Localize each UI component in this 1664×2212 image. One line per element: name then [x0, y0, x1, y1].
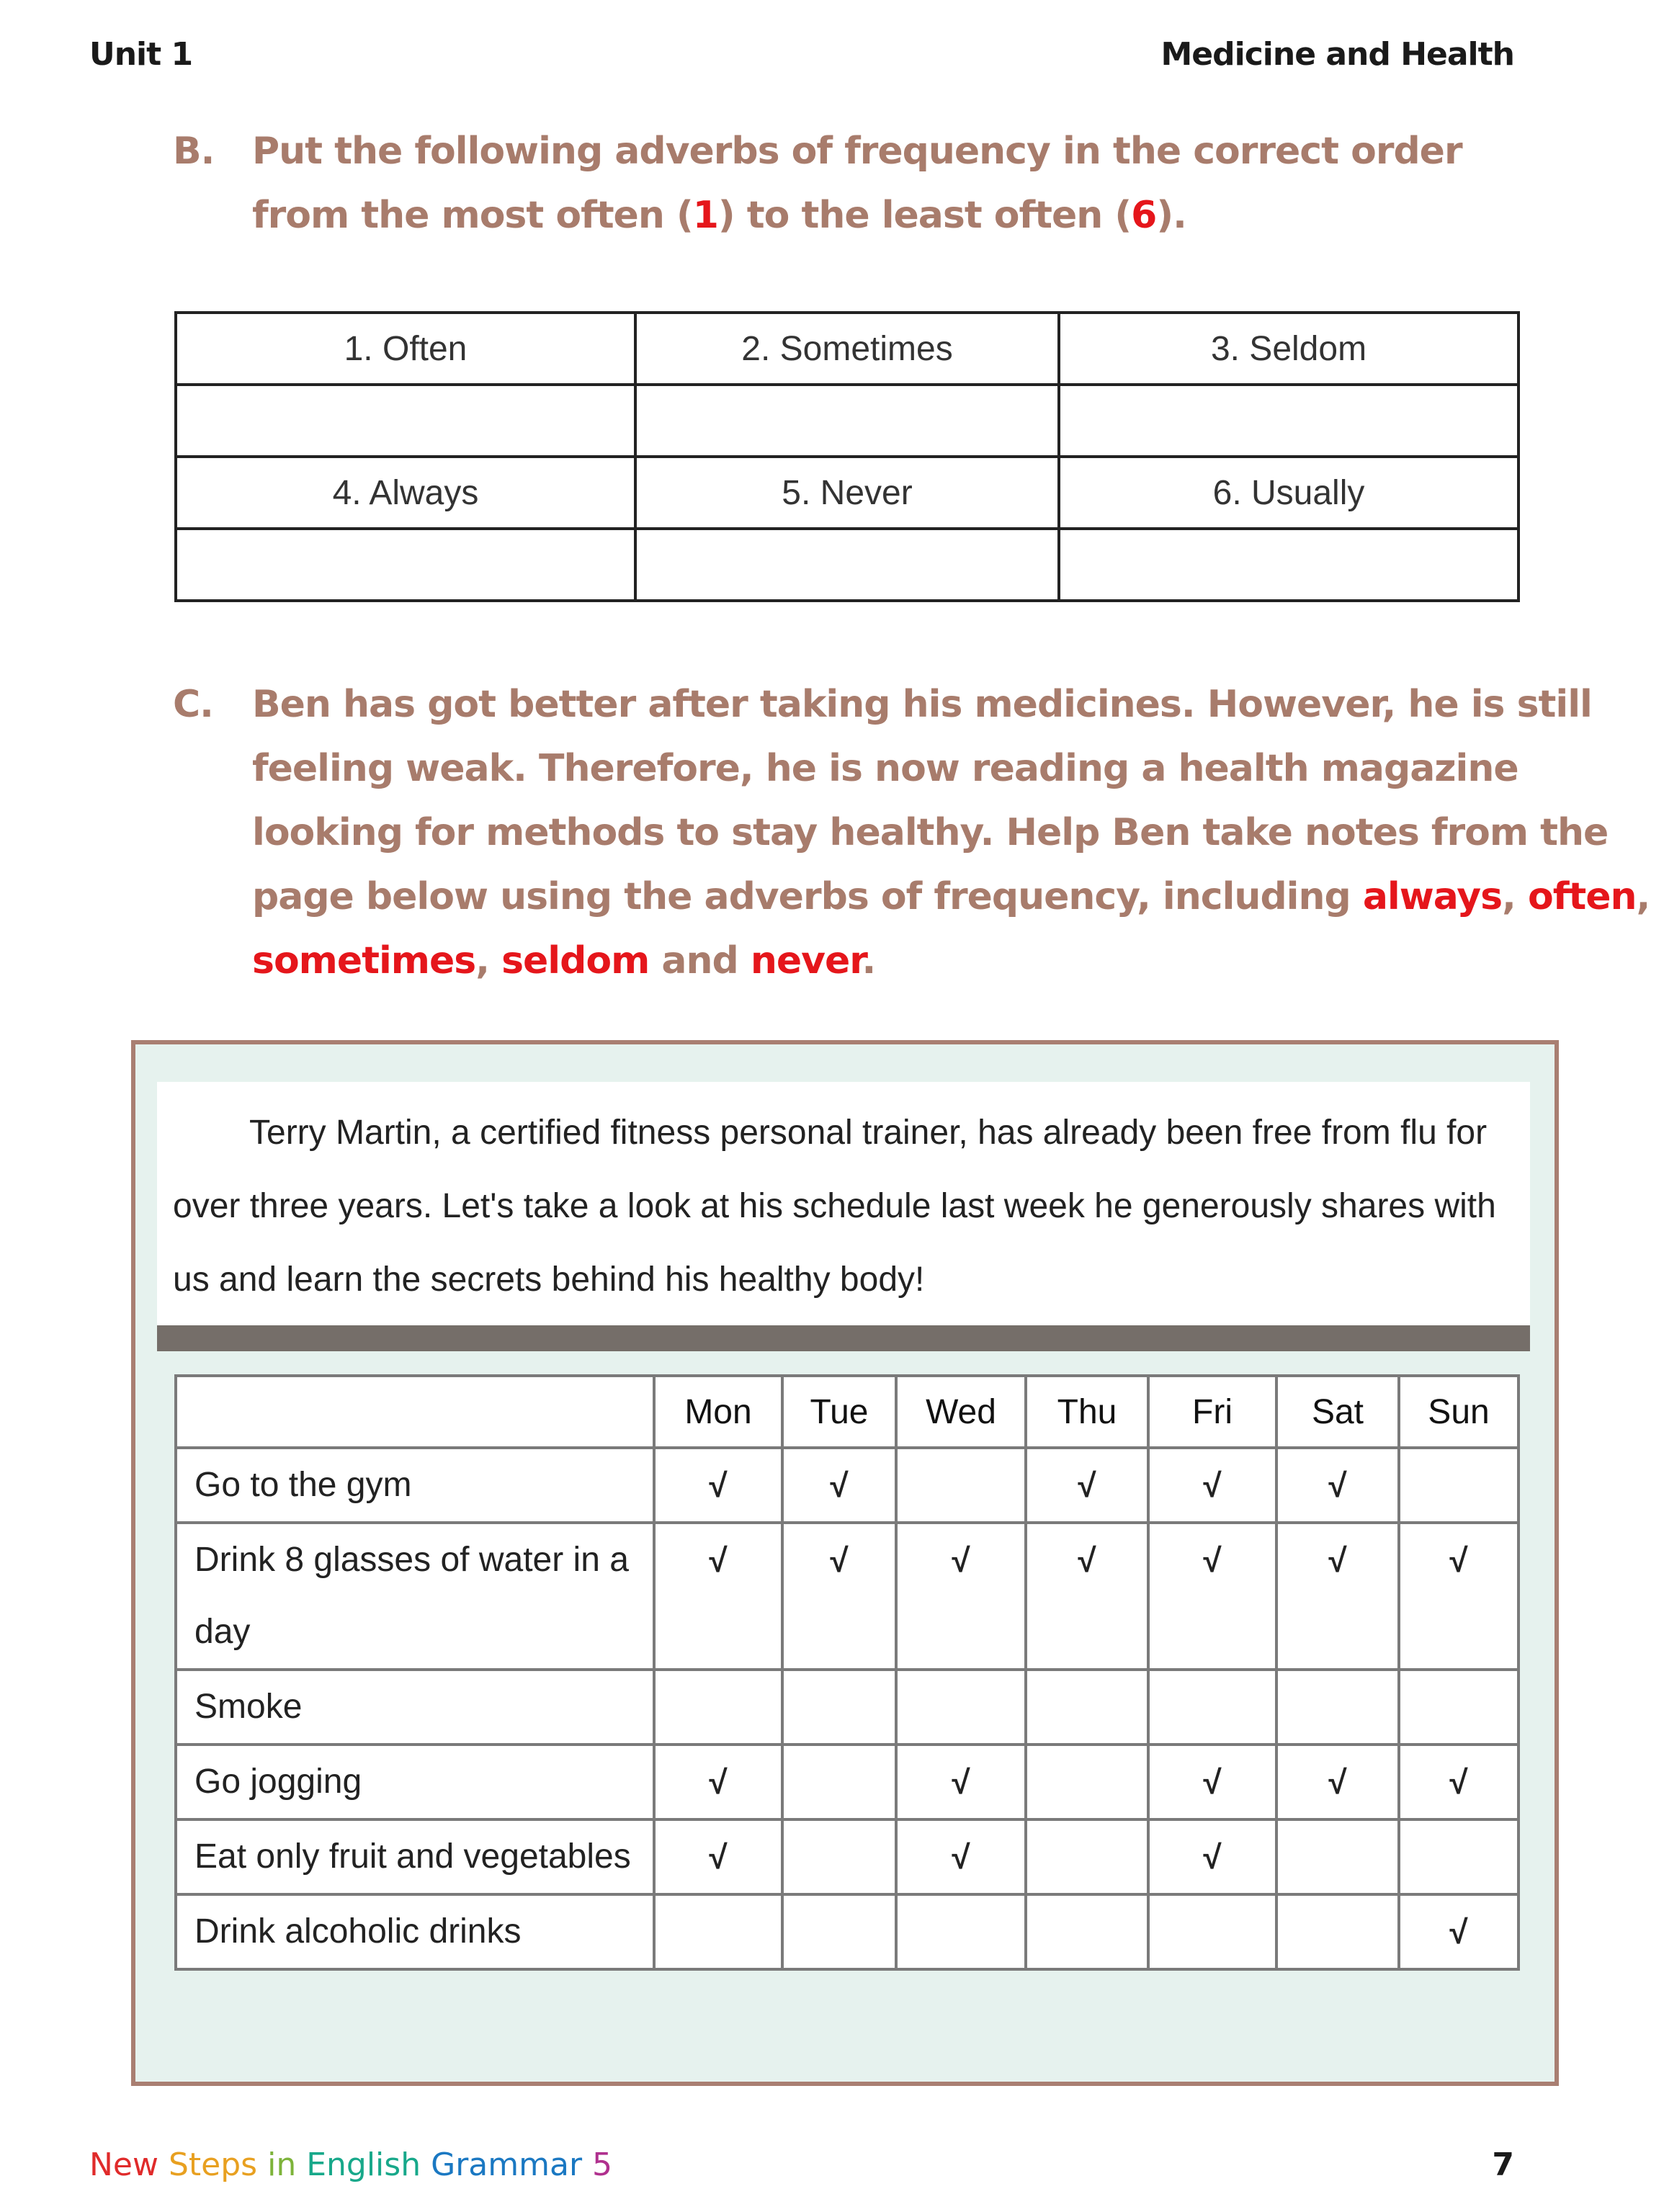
empty-cell [782, 1670, 896, 1745]
check-mark: √ [896, 1745, 1026, 1819]
answer-cell[interactable] [635, 385, 1059, 457]
schedule-row [176, 1745, 1518, 1819]
empty-cell [1276, 1894, 1399, 1969]
answer-cell[interactable] [1059, 529, 1518, 601]
empty-cell [896, 1894, 1026, 1969]
book-title-word: Steps [168, 2146, 258, 2183]
empty-cell [1148, 1894, 1276, 1969]
section-c-label: C. [173, 683, 213, 726]
schedule-table [174, 1374, 1520, 1971]
adverb-cell: 6. Usually [1059, 457, 1518, 529]
book-title-word: Grammar [431, 2146, 583, 2183]
day-header-sat: Sat [1276, 1376, 1399, 1448]
section-b-label: B. [173, 130, 215, 173]
instruction-line: Put the following adverbs of frequency in the correct order [252, 130, 1462, 173]
adverb-order-table [174, 311, 1520, 602]
check-mark: √ [1026, 1523, 1148, 1670]
topic-label: Medicine and Health [1160, 36, 1514, 73]
empty-cell [782, 1819, 896, 1894]
magazine-passage: Terry Martin, a certified fitness personal trainer, has already been free from flu for over three years. Let's take a look at his schedule last week he generously shares with us and learn the secrets behind his healthy body! [157, 1082, 1530, 1325]
check-mark: √ [1399, 1745, 1518, 1819]
check-mark: √ [1399, 1894, 1518, 1969]
divider-bar [157, 1325, 1530, 1351]
activity-label: Drink alcoholic drinks [176, 1894, 654, 1969]
empty-cell [1026, 1745, 1148, 1819]
check-mark: √ [782, 1448, 896, 1523]
check-mark: √ [1148, 1448, 1276, 1523]
answer-cell[interactable] [635, 529, 1059, 601]
empty-cell [1276, 1819, 1399, 1894]
activity-label: Smoke [176, 1670, 654, 1745]
book-title-word: New [89, 2146, 158, 2183]
schedule-row [176, 1894, 1518, 1969]
check-mark: √ [654, 1448, 782, 1523]
check-mark: √ [896, 1819, 1026, 1894]
check-mark: √ [1399, 1523, 1518, 1670]
activity-label: Drink 8 glasses of water in a day [176, 1523, 654, 1670]
check-mark: √ [1148, 1745, 1276, 1819]
empty-cell [654, 1670, 782, 1745]
day-header-fri: Fri [1148, 1376, 1276, 1448]
check-mark: √ [782, 1523, 896, 1670]
answer-cell[interactable] [176, 529, 635, 601]
check-mark: √ [654, 1523, 782, 1670]
activity-label: Eat only fruit and vegetables [176, 1819, 654, 1894]
answer-cell[interactable] [1059, 385, 1518, 457]
activity-label: Go jogging [176, 1745, 654, 1819]
book-title-word: 5 [592, 2146, 613, 2183]
check-mark: √ [1148, 1523, 1276, 1670]
book-title-word: English [306, 2146, 421, 2183]
empty-cell [896, 1448, 1026, 1523]
adverb-cell: 5. Never [635, 457, 1059, 529]
day-header-thu: Thu [1026, 1376, 1148, 1448]
check-mark: √ [654, 1745, 782, 1819]
check-mark: √ [1276, 1448, 1399, 1523]
adverb-cell: 2. Sometimes [635, 313, 1059, 385]
schedule-row [176, 1819, 1518, 1894]
check-mark: √ [896, 1523, 1026, 1670]
day-header-mon: Mon [654, 1376, 782, 1448]
answer-cell[interactable] [176, 385, 635, 457]
day-header-wed: Wed [896, 1376, 1026, 1448]
schedule-row [176, 1670, 1518, 1745]
empty-cell [1399, 1670, 1518, 1745]
empty-header [176, 1376, 654, 1448]
empty-cell [782, 1894, 896, 1969]
check-mark: √ [1276, 1523, 1399, 1670]
day-header-sun: Sun [1399, 1376, 1518, 1448]
book-title [89, 2146, 612, 2183]
check-mark: √ [1026, 1448, 1148, 1523]
page-number: 7 [1492, 2146, 1514, 2183]
day-header-tue: Tue [782, 1376, 896, 1448]
activity-label: Go to the gym [176, 1448, 654, 1523]
empty-cell [1026, 1894, 1148, 1969]
check-mark: √ [654, 1819, 782, 1894]
empty-cell [1399, 1819, 1518, 1894]
empty-cell [1399, 1448, 1518, 1523]
check-mark: √ [1148, 1819, 1276, 1894]
adverb-cell: 3. Seldom [1059, 313, 1518, 385]
empty-cell [1026, 1819, 1148, 1894]
empty-cell [782, 1745, 896, 1819]
adverb-cell: 1. Often [176, 313, 635, 385]
schedule-row [176, 1523, 1518, 1670]
empty-cell [1026, 1670, 1148, 1745]
section-c-text: Ben has got better after taking his medicines. However, he is still feeling weak. Therefore, he is now reading a health magazine looking for methods to stay healthy. Help Ben take notes from the page below using the adverbs of frequency, including always, often, sometimes, seldom and never. [252, 683, 1650, 982]
instruction-line: from the most often (1) to the least often (6). [252, 194, 1186, 237]
empty-cell [1148, 1670, 1276, 1745]
empty-cell [654, 1894, 782, 1969]
empty-cell [1276, 1670, 1399, 1745]
unit-label: Unit 1 [89, 36, 193, 73]
check-mark: √ [1276, 1745, 1399, 1819]
book-title-word: in [267, 2146, 297, 2183]
schedule-row [176, 1448, 1518, 1523]
adverb-cell: 4. Always [176, 457, 635, 529]
empty-cell [896, 1670, 1026, 1745]
